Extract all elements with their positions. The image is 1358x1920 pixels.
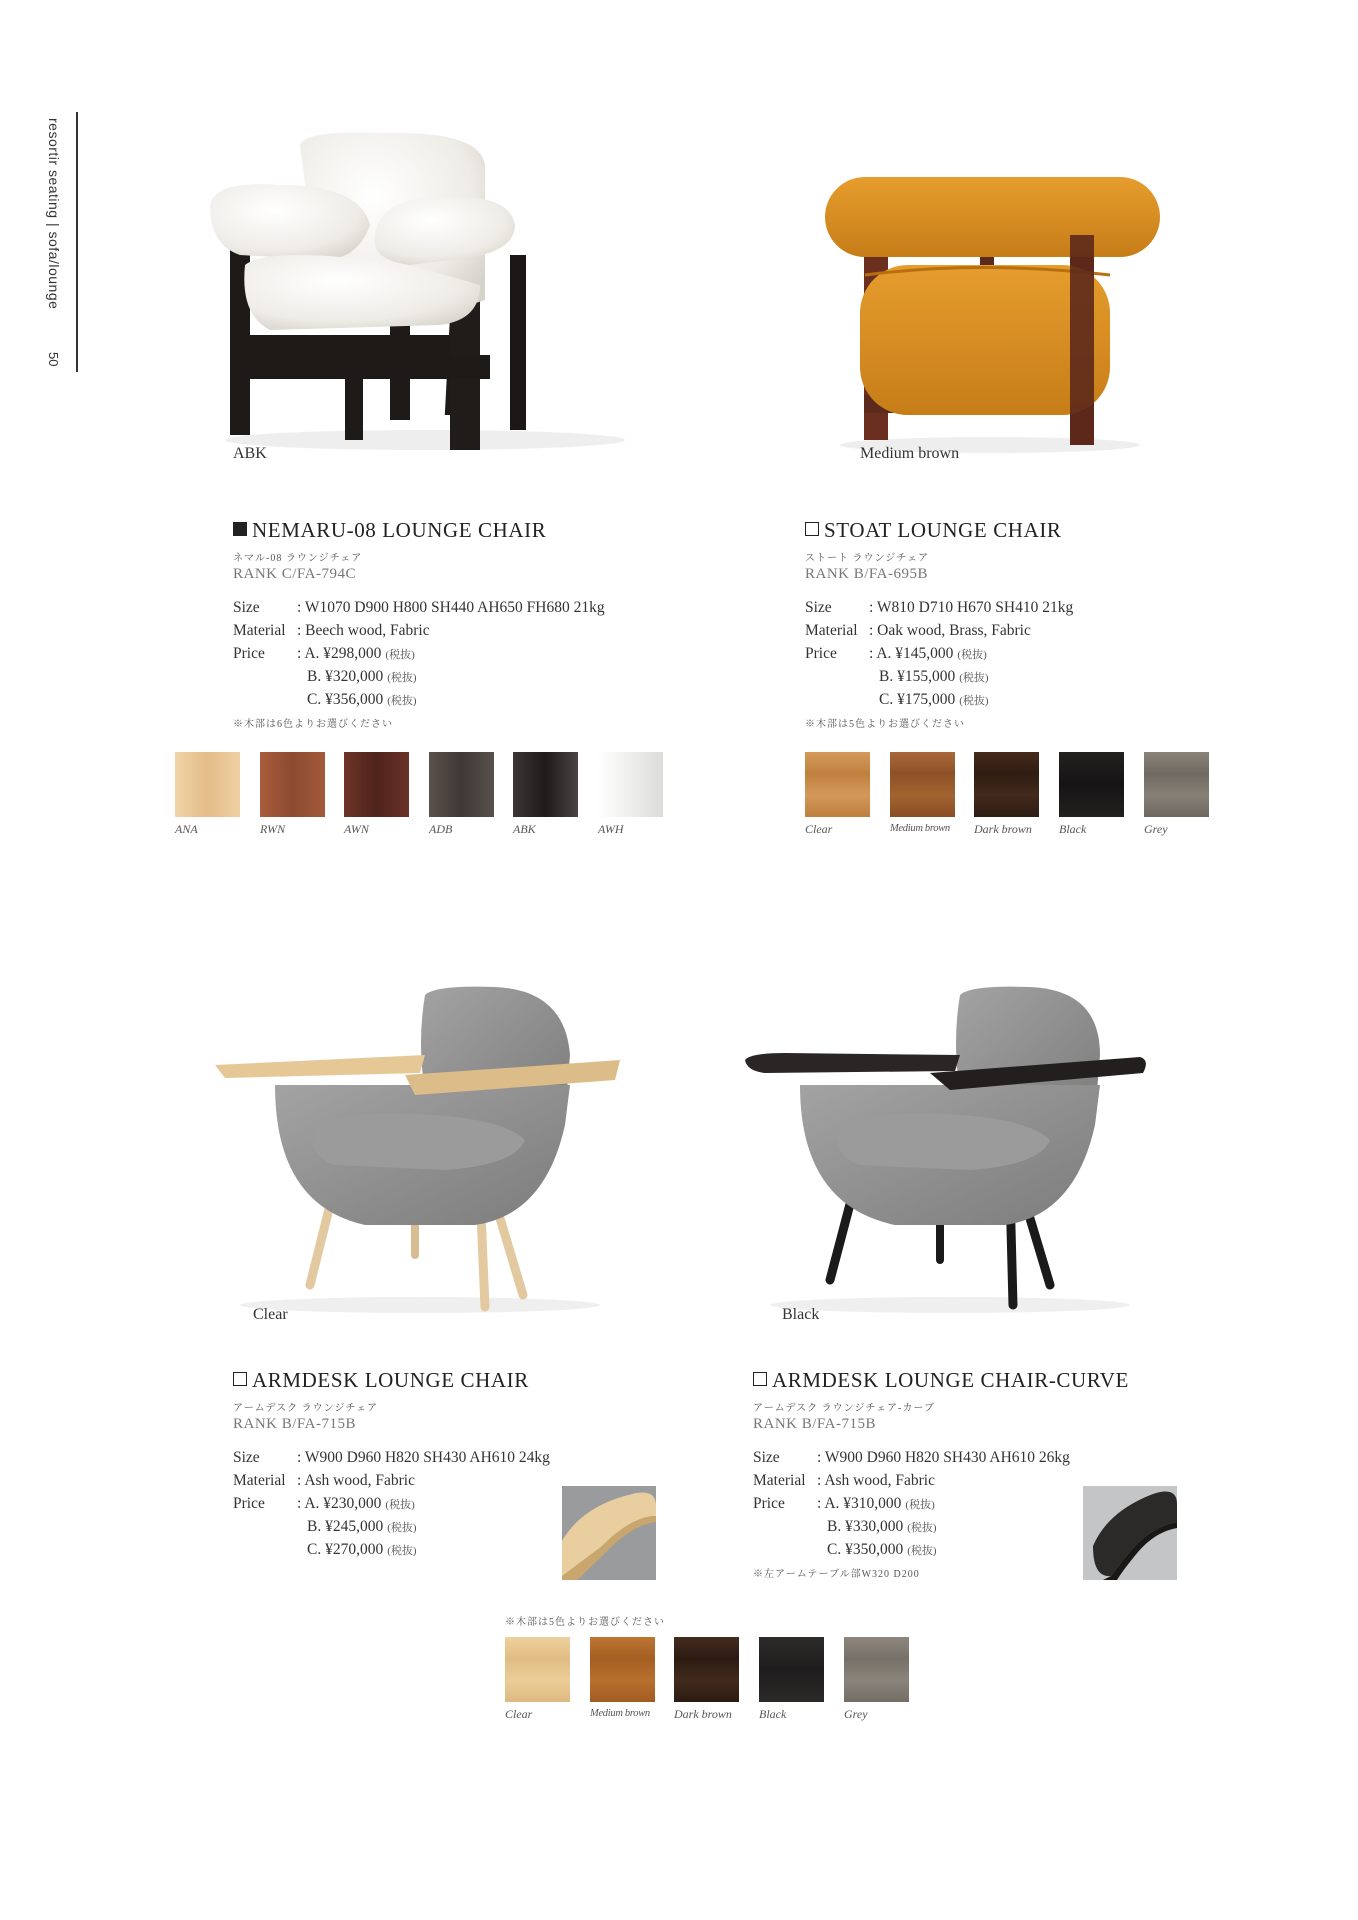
swatch-awn: [344, 752, 409, 817]
price-a: : A. ¥298,000: [297, 645, 382, 662]
swatch-label: Dark brown: [974, 822, 1032, 836]
tax-note: (税抜): [907, 1545, 937, 1557]
product-title: STOAT LOUNGE CHAIR: [805, 518, 1062, 543]
section-header: resortir seating | sofa/lounge: [46, 118, 62, 310]
spec-label: Price: [753, 1495, 785, 1512]
swatch-label: Dark brown: [674, 1707, 732, 1721]
nemaru-chair-photo: [210, 125, 640, 455]
swatch-clear: [505, 1637, 570, 1702]
swatch-label: ABK: [513, 822, 536, 836]
price-b: B. ¥245,000: [307, 1518, 384, 1535]
armtable-detail-photo: [562, 1486, 656, 1580]
tax-note: (税抜): [957, 649, 987, 661]
wood-color-note: ※木部は6色よりお選びください: [233, 719, 393, 730]
armtable-detail-photo: [1083, 1486, 1177, 1580]
product-specs: [805, 596, 1225, 711]
checkbox-empty-icon: [753, 1372, 767, 1386]
price-b: B. ¥155,000: [879, 668, 956, 685]
product-rank: RANK C/FA-794C: [233, 566, 356, 582]
price-c: C. ¥175,000: [879, 691, 956, 708]
price-a: : A. ¥310,000: [817, 1495, 902, 1512]
swatch-label: Medium brown: [590, 1708, 650, 1719]
swatch-awh: [598, 752, 663, 817]
swatch-label: ANA: [175, 822, 198, 836]
swatch-black: [759, 1637, 824, 1702]
spec-label: Price: [233, 645, 265, 662]
spec-size: : W1070 D900 H800 SH440 AH650 FH680 21kg: [297, 599, 605, 616]
price-c: C. ¥270,000: [307, 1541, 384, 1558]
price-a: : A. ¥145,000: [869, 645, 954, 662]
photo-caption: ABK: [233, 445, 267, 462]
spec-label: Size: [233, 599, 260, 616]
swatch-grey: [844, 1637, 909, 1702]
price-b: B. ¥320,000: [307, 668, 384, 685]
tax-note: (税抜): [387, 672, 417, 684]
swatch-label: RWN: [260, 822, 286, 836]
swatch-label: Clear: [805, 822, 833, 836]
price-c: C. ¥350,000: [827, 1541, 904, 1558]
product-rank: RANK B/FA-695B: [805, 566, 928, 582]
swatch-grey: [1144, 752, 1209, 817]
spec-size: : W810 D710 H670 SH410 21kg: [869, 599, 1074, 616]
section-divider: [76, 112, 78, 372]
swatch-label: AWN: [344, 822, 369, 836]
swatch-clear: [805, 752, 870, 817]
checkbox-empty-icon: [805, 522, 819, 536]
wood-color-note: ※木部は5色よりお選びください: [505, 1617, 665, 1628]
product-specs: [233, 596, 693, 711]
spec-label: Price: [805, 645, 837, 662]
price-c: C. ¥356,000: [307, 691, 384, 708]
spec-label: Size: [233, 1449, 260, 1466]
swatch-label: Black: [759, 1707, 787, 1721]
tax-note: (税抜): [905, 1499, 935, 1511]
spec-label: Material: [753, 1472, 806, 1489]
swatch-ana: [175, 752, 240, 817]
spec-material: : Beech wood, Fabric: [297, 622, 430, 639]
photo-caption: Black: [782, 1306, 820, 1323]
spec-size: : W900 D960 H820 SH430 AH610 26kg: [817, 1449, 1070, 1466]
swatch-label: Grey: [844, 1707, 868, 1721]
product-title: ARMDESK LOUNGE CHAIR: [233, 1368, 529, 1393]
price-b: B. ¥330,000: [827, 1518, 904, 1535]
spec-label: Size: [753, 1449, 780, 1466]
tax-note: (税抜): [907, 1522, 937, 1534]
spec-label: Material: [233, 1472, 286, 1489]
checkbox-empty-icon: [233, 1372, 247, 1386]
tax-note: (税抜): [385, 1499, 415, 1511]
tax-note: (税抜): [387, 1545, 417, 1557]
swatch-label: Clear: [505, 1707, 533, 1721]
spec-label: Material: [233, 622, 286, 639]
stoat-chair-photo: [820, 165, 1160, 455]
tax-note: (税抜): [959, 672, 989, 684]
spec-material: : Ash wood, Fabric: [297, 1472, 415, 1489]
product-rank: RANK B/FA-715B: [233, 1416, 356, 1432]
spec-material: : Oak wood, Brass, Fabric: [869, 622, 1031, 639]
tax-note: (税抜): [387, 695, 417, 707]
photo-caption: Medium brown: [860, 445, 960, 462]
swatch-rwn: [260, 752, 325, 817]
wood-color-note: ※木部は5色よりお選びください: [805, 719, 965, 730]
swatch-medium-brown: [590, 1637, 655, 1702]
price-a: : A. ¥230,000: [297, 1495, 382, 1512]
spec-label: Size: [805, 599, 832, 616]
tax-note: (税抜): [959, 695, 989, 707]
spec-material: : Ash wood, Fabric: [817, 1472, 935, 1489]
swatch-label: Black: [1059, 822, 1087, 836]
product-kana: アームデスク ラウンジチェア-カーブ: [753, 1403, 935, 1414]
product-kana: ネマル-08 ラウンジチェア: [233, 553, 363, 564]
swatch-label: Medium brown: [890, 823, 950, 834]
product-kana: アームデスク ラウンジチェア: [233, 1403, 379, 1414]
swatch-abk: [513, 752, 578, 817]
tax-note: (税抜): [385, 649, 415, 661]
spec-size: : W900 D960 H820 SH430 AH610 24kg: [297, 1449, 550, 1466]
product-title: NEMARU-08 LOUNGE CHAIR: [233, 518, 546, 543]
tax-note: (税抜): [387, 1522, 417, 1534]
product-kana: ストート ラウンジチェア: [805, 553, 929, 564]
armtable-note: ※左アームテーブル部W320 D200: [753, 1569, 920, 1580]
spec-label: Price: [233, 1495, 265, 1512]
product-rank: RANK B/FA-715B: [753, 1416, 876, 1432]
swatch-dark-brown: [974, 752, 1039, 817]
swatch-adb: [429, 752, 494, 817]
swatch-label: Grey: [1144, 822, 1168, 836]
page-number: 50: [46, 352, 61, 367]
spec-label: Material: [805, 622, 858, 639]
product-title: ARMDESK LOUNGE CHAIR-CURVE: [753, 1368, 1129, 1393]
swatch-label: ADB: [429, 822, 453, 836]
armdesk-chair-photo: [215, 985, 625, 1315]
swatch-label: AWH: [598, 822, 624, 836]
swatch-medium-brown: [890, 752, 955, 817]
checkbox-filled-icon: [233, 522, 247, 536]
swatch-black: [1059, 752, 1124, 817]
swatch-dark-brown: [674, 1637, 739, 1702]
armdesk-curve-chair-photo: [745, 985, 1155, 1315]
photo-caption: Clear: [253, 1306, 288, 1323]
